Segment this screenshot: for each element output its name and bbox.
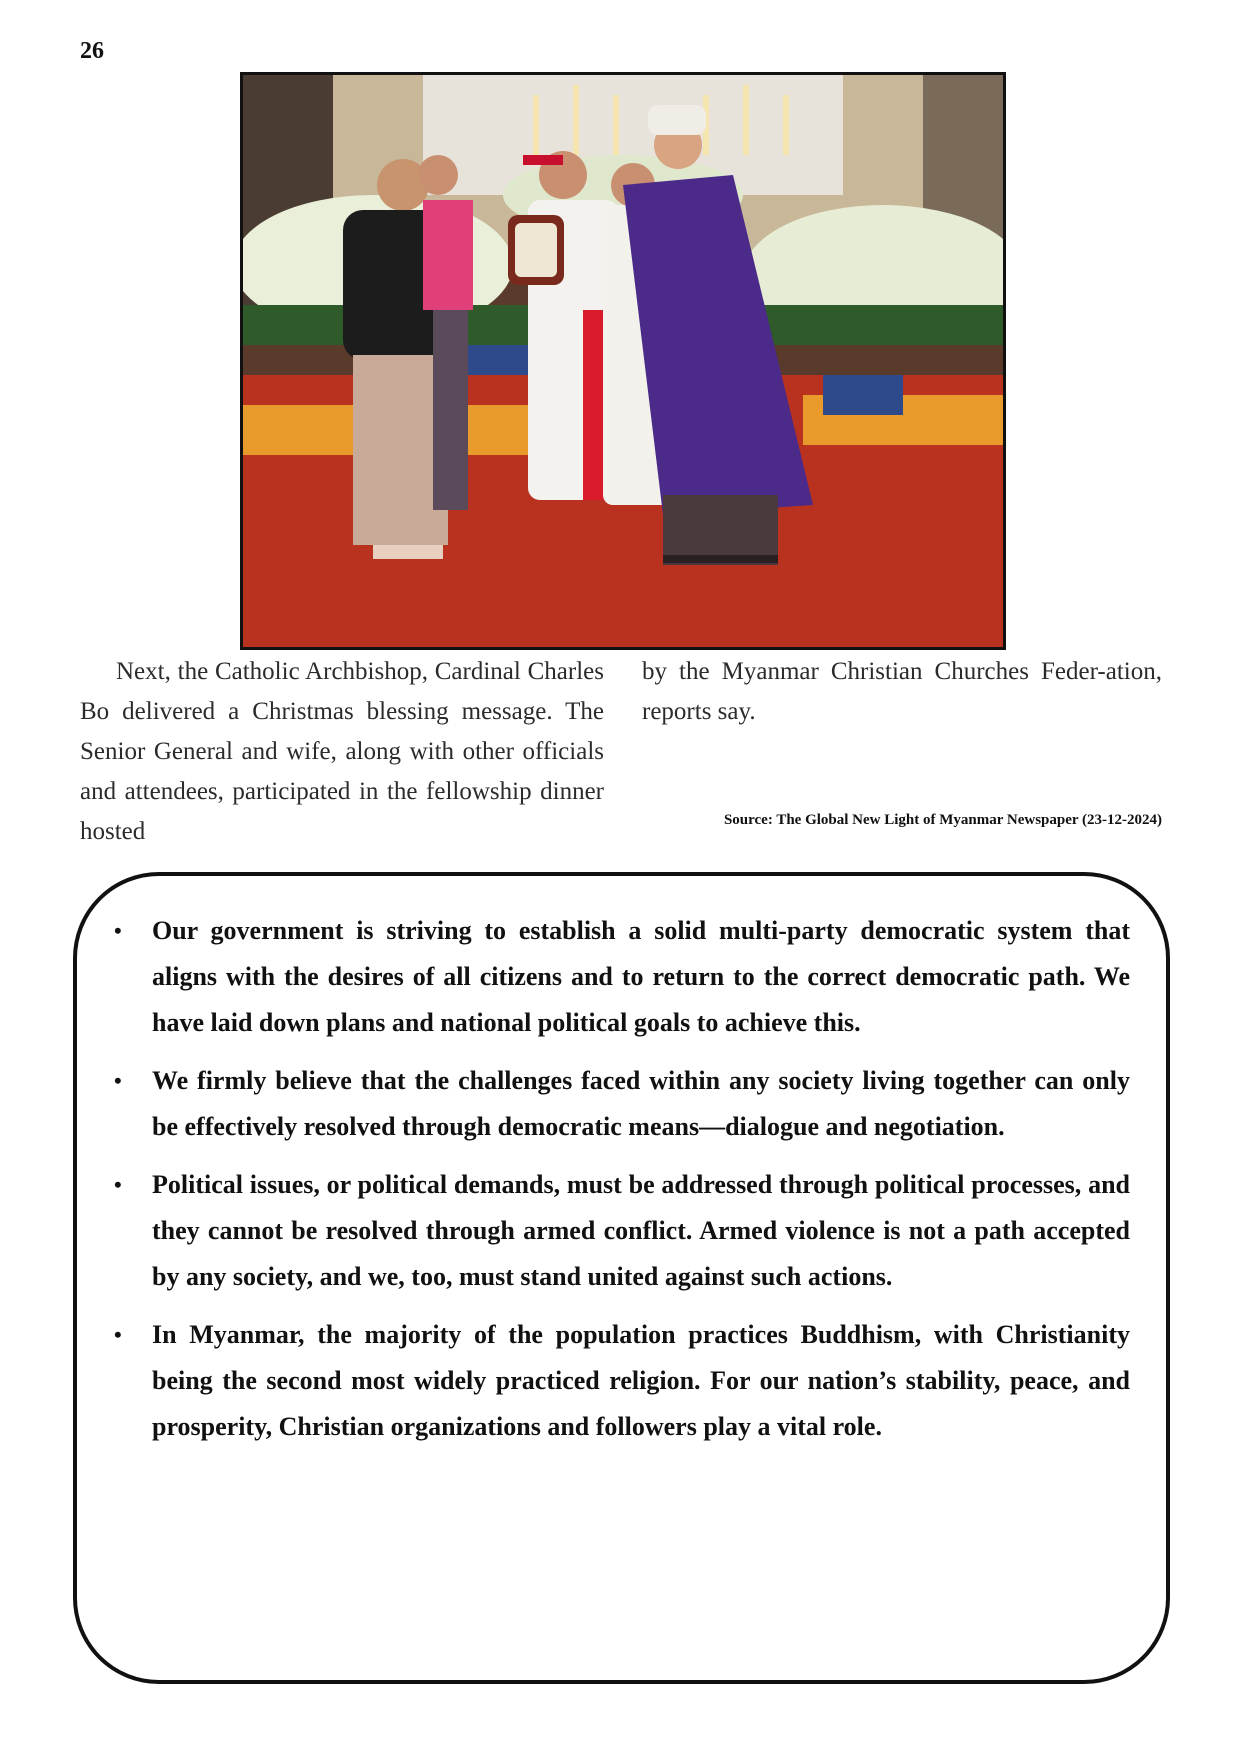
list-item	[110, 1058, 1130, 1150]
bullet-list	[110, 908, 1130, 1462]
ceremony-photo	[240, 72, 1006, 650]
list-item	[110, 1312, 1130, 1450]
bullet-icon: •	[114, 1068, 122, 1093]
page-number: 26	[80, 38, 104, 64]
article-left-paragraph: Next, the Catholic Archbishop, Cardinal Charles Bo delivered a Christmas blessing message. The Senior General and wife, along with other officials and attendees, participated in the fellowship dinner hosted	[80, 658, 604, 845]
bullet-text: In Myanmar, the majority of the population practices Buddhism, with Christianity being the second most widely practiced religion. For our nation’s stability, peace, and prosperity, Christian organizations and followers play a vital role.	[152, 1320, 1130, 1441]
bullet-icon: •	[114, 918, 122, 943]
bullet-icon: •	[114, 1322, 122, 1347]
source-credit: Source: The Global New Light of Myanmar Newspaper (23-12-2024)	[723, 812, 1162, 828]
bullet-text: We firmly believe that the challenges faced within any society living together can only be effectively resolved through democratic means—dialogue and negotiation.	[152, 1066, 1130, 1141]
list-item	[110, 908, 1130, 1046]
article-right-paragraph: by the Myanmar Christian Churches Feder-ation, reports say.	[642, 658, 1162, 725]
bullet-text: Political issues, or political demands, must be addressed through political processes, and they cannot be resolved through armed conflict. Armed violence is not a path accepted by any society, and we, too, must stand united against such actions.	[152, 1170, 1130, 1291]
bullet-icon: •	[114, 1172, 122, 1197]
photo-illustration	[243, 75, 1003, 647]
list-item	[110, 1162, 1130, 1300]
bullet-text: Our government is striving to establish a solid multi-party democratic system that aligns with the desires of all citizens and to return to the correct democratic path. We have laid down plans and national political goals to achieve this.	[152, 916, 1130, 1037]
